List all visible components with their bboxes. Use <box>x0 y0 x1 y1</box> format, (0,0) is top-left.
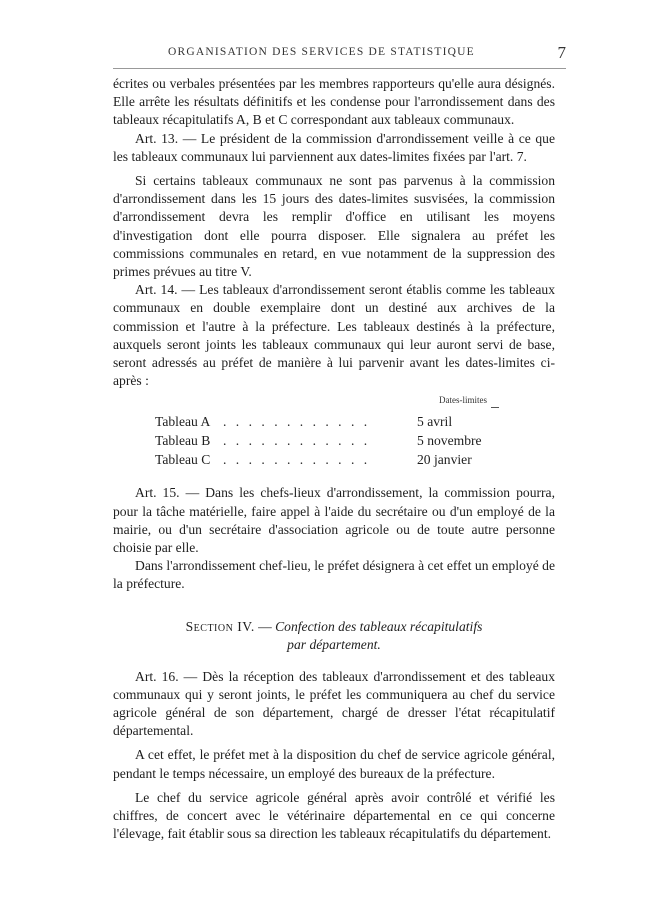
deadline-name: Tableau A <box>155 414 211 430</box>
section-separator: — <box>254 618 276 634</box>
page-body <box>113 75 555 844</box>
deadline-date: 20 janvier <box>417 452 472 468</box>
deadline-row <box>155 451 515 470</box>
section-heading-line1 <box>113 618 555 636</box>
section-heading-line2 <box>113 636 555 654</box>
paragraph-art-13: Art. 13. — Le président de la commission d'arrondissement veille à ce que les tableaux communaux lui parviennent aux dates-limites fixées par l'art. 7. <box>113 130 555 164</box>
deadline-name: Tableau B <box>155 433 211 449</box>
paragraph: Dans l'arrondissement chef-lieu, le préfet désignera à cet effet un employé de la préfecture. <box>113 558 555 592</box>
section-label: Section IV. <box>185 618 255 634</box>
deadlines-dash <box>491 407 499 408</box>
section-title-line2: par département. <box>287 636 381 652</box>
paragraph-art-16: Art. 16. — Dès la réception des tableaux d'arrondissement et des tableaux communaux qui y seront joints, le préfet les communiquera au chef du service agricole général de son département, chargé de dresser l'état récapitulatif départemental. <box>113 668 555 739</box>
deadline-date: 5 avril <box>417 414 453 430</box>
deadline-row <box>155 413 515 432</box>
section-title-line1: Confection des tableaux récapitulatifs <box>275 618 483 634</box>
page-number: 7 <box>557 43 566 62</box>
deadline-name: Tableau C <box>155 452 211 468</box>
header-rule <box>113 68 566 69</box>
paragraph: Le chef du service agricole général après avoir contrôlé et vérifié les chiffres, de concert avec le vétérinaire départemental en ce qui concerne l'élevage, fait établir sous sa direction les tableaux récapitulatifs du département. <box>113 789 555 842</box>
deadlines-table <box>113 394 555 470</box>
deadline-date: 5 novembre <box>417 433 482 449</box>
section-heading <box>113 618 555 654</box>
running-title: ORGANISATION DES SERVICES DE STATISTIQUE <box>168 46 475 58</box>
paragraph: A cet effet, le préfet met à la disposition du chef de service agricole général, pendant le temps nécessaire, un employé des bureaux de la préfecture. <box>113 747 555 781</box>
leader-dots: . . . . . . . . . . . . <box>223 433 371 449</box>
paragraph-art-15: Art. 15. — Dans les chefs-lieux d'arrondissement, la commission pourra, pour la tâche matérielle, faire appel à l'aide du secrétaire ou d'un employé de la mairie, ou d'un secrétaire d'association agricole ou de toute autre personne choisie par elle. <box>113 485 555 556</box>
leader-dots: . . . . . . . . . . . . <box>223 452 371 468</box>
leader-dots: . . . . . . . . . . . . <box>223 414 371 430</box>
deadlines-header: Dates-limites <box>439 395 487 406</box>
paragraph: écrites ou verbales présentées par les membres rapporteurs qu'elle aura désignés. Elle arrête les résultats définitifs et les condense pour l'arrondissement dans des tableaux récapitulatifs A, B et C correspondant aux tableaux communaux. <box>113 76 555 128</box>
paragraph: Si certains tableaux communaux ne sont pas parvenus à la commission d'arrondissement dans les 15 jours des dates-limites susvisées, la commission d'arrondissement devra les remplir d'office en utilisant les moyens d'investigation dont elle pourra disposer. Elle signalera au préfet les commissions communales en retard, en vue notamment de la suppression des primes prévues au titre V. <box>113 173 555 280</box>
page-header <box>113 43 566 66</box>
paragraph-art-14: Art. 14. — Les tableaux d'arrondissement seront établis comme les tableaux communaux en double exemplaire dont un destiné aux archives de la commission et l'autre à la préfecture. Les tableaux destinés à la préfecture, auxquels seront joints les tableaux communaux qui leur auront servi de base, seront adressés au préfet de manière à lui parvenir avant les dates-limites ci-après : <box>113 282 555 389</box>
deadline-row <box>155 432 515 451</box>
